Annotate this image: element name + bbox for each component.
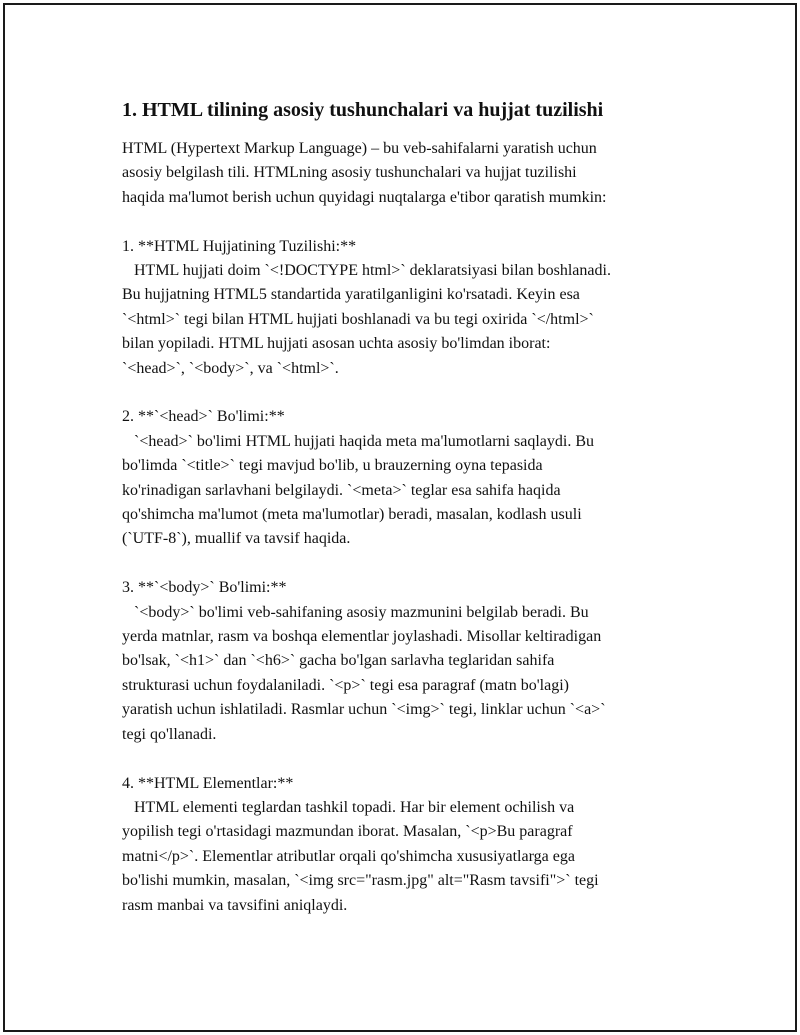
section-heading: 3. **`<body>` Bo'limi:** (122, 579, 287, 597)
section-line: tegi qo'llanadi. (122, 725, 217, 743)
paragraph-gap (122, 747, 722, 771)
section-line: bo'lishi mumkin, masalan, `<img src="rasm.jpg" alt="Rasm tavsifi">` tegi (122, 872, 599, 890)
section-line: `<head>` bo'limi HTML hujjati haqida meta ma'lumotlarni saqlaydi. Bu (122, 432, 595, 450)
page-frame (3, 3, 797, 1032)
section-line: yaratish uchun ishlatiladi. Rasmlar uchun `<img>` tegi, linklar uchun `<a>` (122, 701, 606, 719)
section-line: bo'lsak, `<h1>` dan `<h6>` gacha bo'lgan sarlavha teglaridan sahifa (122, 652, 555, 670)
section-body (122, 576, 722, 747)
section-document-structure (122, 235, 722, 381)
paragraph-gap (122, 552, 722, 576)
section-heading: 1. **HTML Hujjatining Tuzilishi:** (122, 237, 357, 255)
section-line: HTML hujjati doim `<!DOCTYPE html>` deklaratsiyasi bilan boshlanadi. (122, 262, 611, 280)
paragraph-gap (122, 210, 722, 234)
document-title: 1. HTML tilining asosiy tushunchalari va hujjat tuzilishi (122, 99, 604, 121)
section-line: yerda matnlar, rasm va boshqa elementlar joylashadi. Misollar keltiradigan (122, 628, 602, 646)
section-line: bilan yopiladi. HTML hujjati asosan uchta asosiy bo'limdan iborat: (122, 335, 551, 353)
section-heading: 2. **`<head>` Bo'limi:** (122, 408, 285, 426)
intro-line: HTML (Hypertext Markup Language) – bu veb-sahifalarni yaratish uchun (122, 140, 597, 157)
section-head (122, 405, 722, 551)
section-line: `<head>`, `<body>`, va `<html>`. (122, 359, 339, 377)
section-elements (122, 772, 722, 918)
section-line: matni</p>`. Elementlar atributlar orqali qo'shimcha xususiyatlarga ega (122, 847, 575, 865)
section-line: `<html>` tegi bilan HTML hujjati boshlanadi va bu tegi oxirida `</html>` (122, 310, 594, 328)
section-line: HTML elementi teglardan tashkil topadi. Har bir element ochilish va (122, 798, 575, 816)
section-line: strukturasi uchun foydalaniladi. `<p>` tegi esa paragraf (matn bo'lagi) (122, 676, 569, 694)
section-line: ko'rinadigan sarlavhani belgilaydi. `<meta>` teglar esa sahifa haqida (122, 481, 561, 499)
section-line: (`UTF-8`), muallif va tavsif haqida. (122, 530, 351, 548)
intro-paragraph (122, 137, 722, 210)
document-body (122, 97, 722, 918)
intro-line: asosiy belgilash tili. HTMLning asosiy tushunchalari va hujjat tuzilishi (122, 164, 577, 182)
paragraph-gap (122, 381, 722, 405)
section-line: yopilish tegi o'rtasidagi mazmundan iborat. Masalan, `<p>Bu paragraf (122, 823, 573, 841)
intro-line: haqida ma'lumot berish uchun quyidagi nuqtalarga e'tibor qaratish mumkin: (122, 188, 607, 206)
section-line: bo'limda `<title>` tegi mavjud bo'lib, u brauzerning oyna tepasida (122, 457, 543, 475)
section-line: rasm manbai va tavsifini aniqlaydi. (122, 896, 348, 914)
section-line: qo'shimcha ma'lumot (meta ma'lumotlar) beradi, masalan, kodlash usuli (122, 506, 582, 524)
section-line: `<body>` bo'limi veb-sahifaning asosiy mazmunini belgilab beradi. Bu (122, 603, 589, 621)
section-line: Bu hujjatning HTML5 standartida yaratilganligini ko'rsatadi. Keyin esa (122, 286, 580, 304)
section-heading: 4. **HTML Elementlar:** (122, 774, 294, 792)
